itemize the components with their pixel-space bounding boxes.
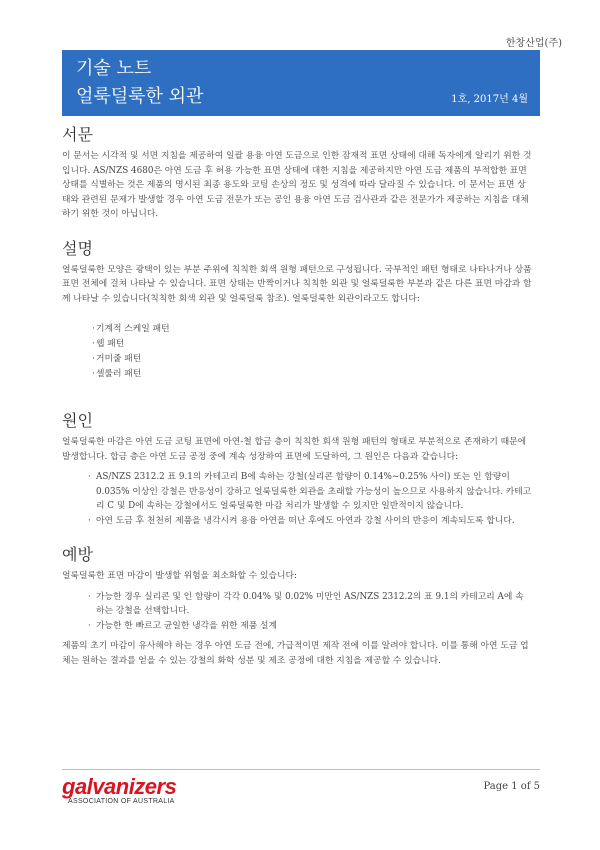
bullet-icon: · [88,591,91,602]
document-body [62,122,532,668]
doc-title: 얼룩덜룩한 외관 [76,86,204,107]
galvanizers-logo [62,776,176,805]
description-paragraph: 얼룩덜룩한 모양은 광택이 있는 부분 주위에 칙칙한 회색 원형 패턴으로 구성됩니다. 국부적인 패턴 형태로 나타나거나 상품 표면 전체에 걸쳐 나타날 수 있습니다. 표면 상태는 반짝이거나 칙칙한 외관 및 얼룩덜룩한 부분과 같은 다른 표면 마감과 함께 나타날 수 있습니다(칙칙한 회색 외관 및 얼룩덜룩 참조). 얼룩덜룩한 외관이라고도 합니다: [62,264,532,304]
prevention-section [62,542,532,668]
list-item: · AS/NZS 2312.2 표 9.1의 카테고리 B에 속하는 강철(실리콘 함량이 0.14%~0.25% 사이) 또는 인 함량이 0.035% 이상인 강철은 반응성이 강하고 얼룩덜룩한 외관을 초래할 가능성이 높으므로 사용하지 않습니다. 카테고리 C 및 D에 속하는 강철에서도 얼룩덜룩한 마감 처리가 발생할 수 있지만 일반적이지 않습니다. [88,472,532,511]
company-name: 한창산업(주) [505,38,562,49]
prevention-list [62,590,532,634]
intro-heading: 서문 [62,125,93,144]
bullet-icon: · [92,324,95,334]
list-item: · 거미줄 패턴 [62,352,532,367]
prevention-heading: 예방 [62,545,93,564]
intro-paragraph: 이 문서는 시각적 및 서면 지침을 제공하여 일괄 용융 아연 도금으로 인한 잠재적 표면 상태에 대해 독자에게 알리기 위한 것입니다. AS/NZS 4680은 아연 도금 후 허용 가능한 표면 상태에 대한 지침을 제공하지만 아연 도금 제품의 부적합한 표면 상태를 식별하는 것은 제품의 명시된 최종 용도와 코팅 손상의 정도 및 성격에 따라 달라질 수 있습니다. 이 문서는 표면 상태와 관련된 문제가 발생할 경우 아연 도금 전문가 또는 공인 용융 아연 도금 검사관과 같은 전문가가 제공하는 지침을 대체하기 위한 것이 아닙니다. [62,151,532,219]
prevention-closing: 제품의 초기 마감이 유사해야 하는 경우 아연 도금 전에, 가급적이면 제작 전에 이를 알려야 합니다. 이를 통해 아연 도금 업체는 원하는 결과를 얻을 수 있는 강철의 화학 성분 및 제조 공정에 대한 지침을 제공할 수 있습니다. [62,641,529,666]
cause-paragraph: 얼룩덜룩한 마감은 아연 도금 코팅 표면에 아연-철 합금 층이 칙칙한 회색 원형 패턴의 형태로 부분적으로 존재하기 때문에 발생합니다. 합금 층은 아연 도금 공정 중에 계속 성장하여 표면에 도달하여, 그 원인은 다음과 같습니다: [62,437,527,462]
description-section [62,236,532,383]
logo-wordmark: galvanizers [62,774,177,799]
bullet-icon: · [92,369,95,379]
list-item: · 가능한 경우 실리콘 및 인 함량이 각각 0.04% 및 0.02% 미만인 AS/NZS 2312.2의 표 9.1의 카테고리 A에 속하는 강철을 선택합니다. [88,591,524,616]
cause-heading: 원인 [62,411,93,430]
bullet-icon: · [92,354,95,364]
issue-date: 1호, 2017년 4월 [451,94,528,105]
title-banner [62,50,540,116]
page-number: Page 1 of 5 [483,781,540,792]
doc-type-title: 기술 노트 [76,58,152,79]
pattern-list [62,322,532,382]
prevention-paragraph: 얼룩덜룩한 표면 마감이 발생할 위험을 최소화할 수 있습니다: [62,571,297,581]
list-item: · 아연 도금 후 천천히 제품을 냉각시켜 용융 아연을 떠난 후에도 아연과 강철 사이의 반응이 계속되도록 합니다. [62,514,532,529]
list-item: · 웹 패턴 [62,337,532,352]
list-item: · 셀룰러 패턴 [62,367,532,382]
bullet-icon: · [88,515,91,526]
cause-section [62,408,532,528]
bullet-icon: · [88,620,91,631]
bullet-icon: · [88,472,91,482]
logo-subtitle: ASSOCIATION OF AUSTRALIA [68,798,175,805]
list-item: · 가능한 한 빠르고 균일한 냉각을 위한 제품 설계 [62,619,532,634]
list-item: · 기계적 스케일 패턴 [62,322,532,337]
cause-list [62,470,532,528]
description-heading: 설명 [62,238,93,258]
intro-section [62,122,532,222]
footer-divider [62,769,540,770]
bullet-icon: · [92,339,95,349]
